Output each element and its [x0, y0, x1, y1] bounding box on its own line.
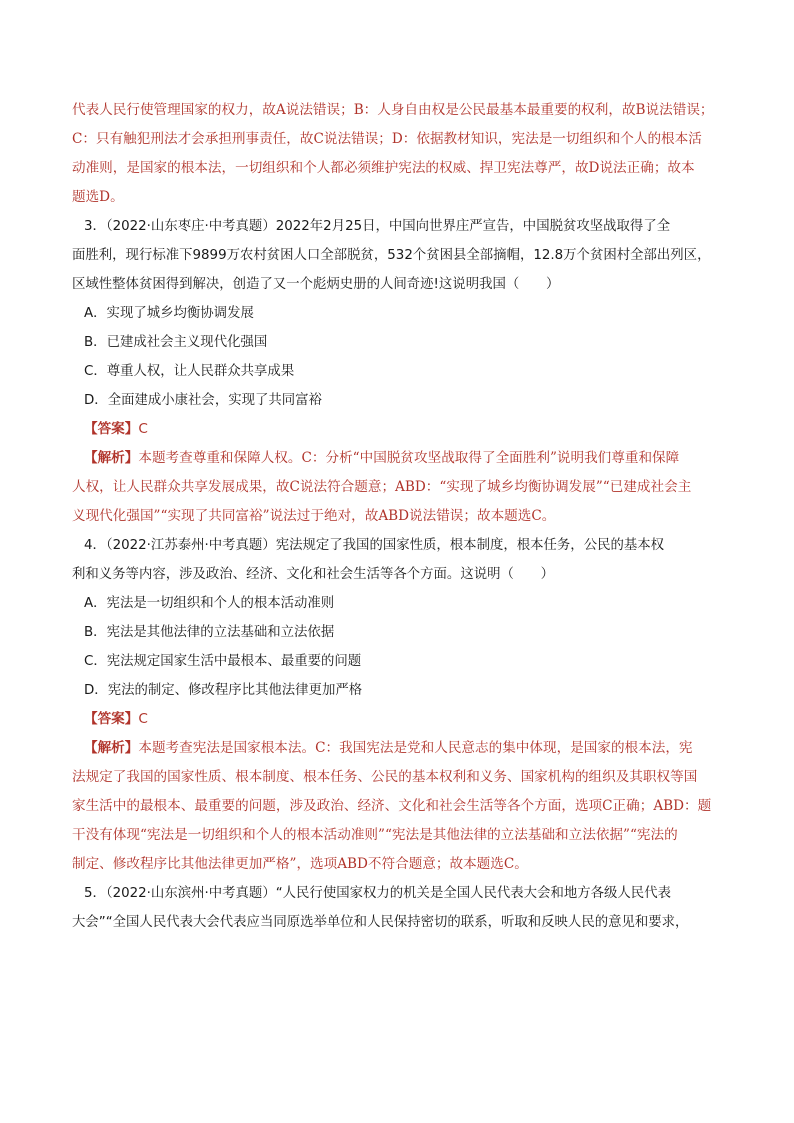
analysis-text: 本题考查宪法是国家根本法。C：我国宪法是党和人民意志的集中体现，是国家的根本法，宪: [138, 740, 693, 756]
analysis-line: 题选D。: [72, 189, 124, 205]
option-c: C．尊重人权，让人民群众共享成果: [84, 364, 295, 379]
analysis-line: 动准则，是国家的根本法，一切组织和个人都必须维护宪法的权威、捍卫宪法尊严，故D说法正确；故本: [72, 160, 695, 176]
analysis-line: [72, 734, 722, 763]
question-4: [72, 531, 722, 879]
analysis-line: 制定、修改程序比其他法律更加严格”，选项ABD不符合题意；故本题选C。: [72, 856, 528, 872]
option-d: D．全面建成小康社会，实现了共同富裕: [84, 393, 322, 408]
option-c: C．宪法规定国家生活中最根本、最重要的问题: [84, 654, 362, 669]
option-d: D．宪法的制定、修改程序比其他法律更加严格: [84, 683, 363, 698]
analysis-line: 法规定了我国的国家性质、根本制度、根本任务、公民的基本权利和义务、国家机构的组织及其职权等国: [72, 769, 698, 785]
analysis-tag: 【解析】: [84, 450, 139, 466]
question-5: [72, 879, 722, 937]
answer-value: C: [138, 711, 148, 727]
prev-analysis-continuation: [72, 96, 722, 212]
option-a: A．宪法是一切组织和个人的根本活动准则: [84, 596, 335, 611]
question-stem-line: 利和义务等内容，涉及政治、经济、文化和社会生活等各个方面。这说明（ ）: [72, 567, 555, 582]
question-stem-line: 3．（2022·山东枣庄·中考真题）2022年2月25日，中国向世界庄严宣告，中国脱贫攻坚战取得了全: [84, 219, 671, 234]
question-stem-line: 大会”“全国人民代表大会代表应当同原选举单位和人民保持密切的联系，听取和反映人民的意见和要求，: [72, 915, 689, 930]
question-stem-line: 区域性整体贫困得到解决，创造了又一个彪炳史册的人间奇迹!这说明我国（ ）: [72, 277, 560, 292]
analysis-tag: 【解析】: [84, 740, 139, 756]
analysis-line: C：只有触犯刑法才会承担刑事责任，故C说法错误；D：依据教材知识，宪法是一切组织和个人的根本活: [72, 131, 702, 147]
answer-tag: 【答案】: [84, 421, 139, 437]
question-stem-line: 4．（2022·江苏泰州·中考真题）宪法规定了我国的国家性质，根本制度，根本任务，公民的基本权: [84, 538, 665, 553]
answer-line: [72, 705, 722, 734]
option-b: B．宪法是其他法律的立法基础和立法依据: [84, 625, 335, 640]
analysis-line: 干没有体现“宪法是一切组织和个人的根本活动准则”“宪法是其他法律的立法基础和立法依据”“宪法的: [72, 827, 678, 843]
option-b: B．已建成社会主义现代化强国: [84, 335, 268, 350]
option-a: A．实现了城乡均衡协调发展: [84, 306, 254, 321]
answer-tag: 【答案】: [84, 711, 139, 727]
question-3: [72, 212, 722, 531]
analysis-text: 本题考查尊重和保障人权。C：分析“中国脱贫攻坚战取得了全面胜利”说明我们尊重和保障: [138, 450, 680, 466]
question-stem-line: 5．（2022·山东滨州·中考真题）“人民行使国家权力的机关是全国人民代表大会和地方各级人民代表: [84, 886, 671, 901]
analysis-line: 代表人民行使管理国家的权力，故A说法错误；B：人身自由权是公民最基本最重要的权利，故B说法错误；: [72, 102, 714, 118]
analysis-line: 人权，让人民群众共享发展成果，故C说法符合题意；ABD：“实现了城乡均衡协调发展”“已建成社会主: [72, 479, 692, 495]
analysis-line: 义现代化强国”“实现了共同富裕”说法过于绝对，故ABD说法错误；故本题选C。: [72, 508, 556, 524]
analysis-line: 家生活中的最根本、最重要的问题，涉及政治、经济、文化和社会生活等各个方面，选项C正确；ABD：题: [72, 798, 712, 814]
analysis-line: [72, 444, 722, 473]
question-stem-line: 面胜利，现行标准下9899万农村贫困人口全部脱贫，532个贫困县全部摘帽，12.8万个贫困村全部出列区，: [72, 248, 711, 263]
answer-line: [72, 415, 722, 444]
answer-value: C: [138, 421, 148, 437]
document-content: [72, 96, 722, 937]
